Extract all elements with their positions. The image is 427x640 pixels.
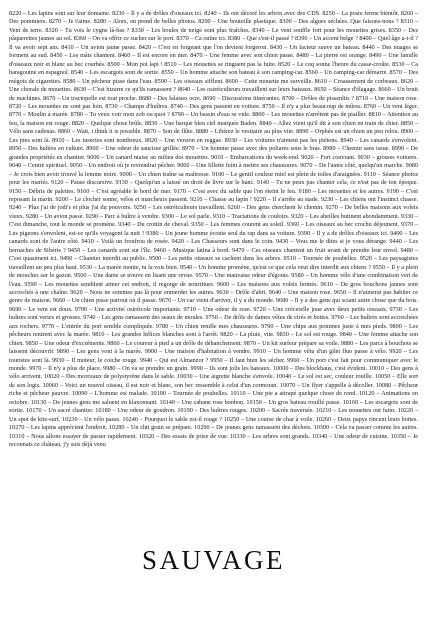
- body-text: 8220 – Les lapins sont sur leur domaine. 8230 – Il y a de drôles d'oiseaux ici. 8240 – Ils ont décoré les arbres avec des CDS. 8250 – La poste ferme bientôt. 8260 – Des pommiers. 8270 – Je t'aime. 8280 – Alors, on prend de belles photos. 8290 – Une bouteille plastique. 8300 – Des algues séchées. Que faisons-nous ? 8310 – Vent de terre. 8320 – Tu vois le cygne là-bas ? 8330 – Les boules de neige sont plus fraîches. 8340 – Le vent souffle fort pour les mouettes grises. 8350 – Des pâquerettes jaunes au sol. 8360 – On va offrir ce sucher sur le port. 8370 – Ca ouïne ici. 8380 – Que s'est-il passé ? 8390 – Un accent belge ? 8400 – Quel âge a-t-il ? Il va avoir sept ans. 8410 – Un avion jaune passe. 8420 – C'est en forgeant que l'on devient forgeron. 8430 – Un facteur sauve un bateau. 8440 – Des nuages se forment au sud. 8450 – Les mâts chantent. 8460 – Il est encore en mer. 8470 – Une femme avec son chien passe. 8480 – La pierre est orange. 8490 – Une famille d'oiseaux noir et blanc au bec courbés. 8500 – Mon pot lapi ! 8510 – Les mouettes se ringuent pas la fuite. 8520 – Le coq sonne l'heure du casse-croûte. 8530 – Ca baragouine en espagnol. 8540 – Les escargots sont de sortie. 8550 – Un homme attache son bateau à son camping-car. 8560 – Un camping-car démarre. 8570 – Des mégots de cigarettes. 8580 – Un pêcheur pisse dans l'eau. 8590 – Les oiseaux sifflent. 8600 – Cette mouette me surveille. 8610 – Croassement de corbeaux. 8620 – Une chorale de mouettes. 8630 – C'est bizarre ce qu'ils ramassent ? 8640 – Les ostréiculteurs travaillent sur leurs bateaux. 8650 – Séance d'élagage. 8660 – Un bruit de machines. 8670 – Un tractopelle est tout proche. 8680 – Des falaises ocre. 8690 – Discussions itinérantes. 8700 – Drôles de pissenlits ? 8710 – Une maison rose. 8720 – Les mouettes ne sont pas loin. 8730 – Champs d'huîtres. 8740 – Des gens passent en voiture. 8750 – Il n'y a plus beaucoup de mûres. 8760 – Un vent léger. 8770 – Moulin à marée. 8780 – Tu veux voir mon zob ou quoi ? 8790 – Un bassin d'eau se vide. 8800 – Les mouettes n'arrêtent pas de piailler. 8810 – Attention au feu, la maison est rouge. 8820 – Quelque chose brûle. 8830 – Une barque bleu ciel marquée Baden. 8840 – Allez vient qu'il dit à son chien en train de chier. 8850 – Vélo sans cadenas. 8860 – Wait, i think it is possible. 8870 – Son de flûte. 8880 – Libérez le vestiaire au plus vite. 8890 – Orphée est un chien un peu relou. 8900 – Les pies sont là. 8910 – Les insectes sont nombreux. 8920 – Une version en reggae. 8930 – Les voitures n'aiment pas les piétons. 8940 – Les canards s'envolent. 8950 – Des huîtres en culture. 8960 – Une odeur de saucisse grillée. 8970 – Un homme passe avec des poliares sous le bras. 8980 – Chemin sans issue. 8990 – De grandes propriétés en chantier. 9000 – Un canard niaise au milieu des mouettes. 9010 – Embarcations du week-end. 9020 – Fort couvrant. 9030 – grosses voitures. 9040 – Centre spirituel. 9050 – Un endroit où je reviendrai pécher. 9060 – Une fillette feint à mettre ses chaussures. 9070 – De l'autre côté, quelqu'un marche. 9080 – Je crois bien avoir trouvé la femme noire. 9090 – Un chien traîne sa maîtresse. 9100 – Le gentil couleur miel est plein de toiles d'araignées. 9110 – Séance photos pour les mariés. 9120 – Pause discursive. 9130 – Quelqu'un a laissé un droit de livre sur le banc. 9140 – Tu ne peux pas chanter cela, ce n'est pas de ton époque. 9150 – Débris de palettes. 9160 – C'est agréable le bord de mer. 9170 – C'est avec du sable que l'on éteint le feu. 9180 – Les mouettes et les autres. 9190 – C'est reposant la marin. 9200 – Le clocher sonne, vélos et marcheurs passent. 9210 – Chasse au lapin ! 9220 – Il s'arrête au stade. 9230 – Les chiens ont l'instinct chasse. 9240 – Plus j'ai de jodi's et plus j'ai du pouvoirs. 9250 – Les ostréiculteurs travaillent. 9260 – Des gens cherchent le chemin. 9270 – De belles maisons aux volets vieux. 9280 – Un avion passe. 9290 – Parc à huître à vendre. 9300 – Le sol parle. 9310 – Tractations de couloirs. 9320 – Les abeilles butinent abondamment. 9330 – C'est dimanche, tout le monde se promène. 9340 – Du crottin de cheval. 9350 – Les femmes courent au soleil. 9360 – Les oiseaux au bec crochu déjeunent. 9370 – Les pigeons s'envolent, est-ce qu'ils voyagent la nuit ? 9380 – Un jeune homme écoute seul du rap dans sa voiture. 9390 – Il y a de drôles d'oiseaux ici. 9400 – Les canards sont de l'autre côté. 9410 – Voilà un froufrou de rosée. 9420 – Les Chasseurs sont dans le coin. 9430 – Vous me le dites si je vous dérange. 9440 – Les bernaches de Sibérie ? 9450 – Les canards sont sur l'île. 9460 – Musique latina à bord. 9470 – Ces oiseaux chantent un fruit avant de prendre leur envol. 9480 – C'est quasiment ici. 9490 – Chantier interdit au public. 9500 – Les petits oiseaux se cachent dans les arbres. 9510 – Tournée de poubelles. 9520 – Les paysagistes travaillent un peu plus haut. 9530 – La marée monte, tu la vois bien. 9540 – Un homme promène, qu'est ce que cela veut dire interdit aux chiens ? 9550 – Il y a plein de mouches sur le gazon. 9560 – Une dame se trouve en lisant une revue. 9570 – Une mauvaise odeur d'égouts. 9580 – Un homme vélo d'une combinaison vert de l'eau. 9590 – Les mouettes semblent aimer cet endroit, il regorge de nourriture. 9600 – Les maisons aux volets fermés. 9610 – De gros bouchons jaunes sont accrochés à une chaîne. 9620 – Nous ne sommes pas là pour enmerder les autres. 9630 – Drôle d'abri. 9640 – Une maison rose. 9650 – Il n'aimerai pas habiter ce genre de maison. 9660 – Un chien pisse partout où il passe. 9670 – Un car vient d'arriver, il y a du monde. 9680 – Il y a des gens qui sciant autre chose que du bois. 9690 – Le vent est doux. 9700 – Une activité ostréicole importante. 9710 – Une odeur de rose. 9720 – Une crécerelle joue avec deux petits oiseaux. 9730 – Les huîtres sont vertes et grosses. 9740 – Les gens ramassent des seaux de moules. 9750 – De drôle de dames vêtus de cirés et bottes. 9760 – Les huîtres sont accrochées aux rochers. 9770 – L'entrée du port semble compliquée. 9780 – Un chien renifle mes chaussures. 9790 – Une chips aux pommes juste à mes pieds. 9800 – Les pêcheurs rentrent avec la marée. 9810 – Les grandes hélices blanches sont à l'arrêt. 9820 – La pluie, vite. 9830 – Le sol est rouge. 9840 – Une femme attache son chien. 9850 – Une odeur d'excréments. 9860 – Le coureur à pied a un drôle de déhanchement. 9870 – Un kit surfeur prépare sa voile. 9880 – Les parcs à bouchots se laissent découvrir. 9890 – Les gens vont à la marée. 9900 – Une maison d'habitation à vendre. 9910 – Un homme vêtu d'un gilet fluo passe à vélo. 9920 – Les touristes sont là. 9930 – Il moteur, le coiche rouge. 9940 – Qui est Almanzor ? 9950 – Il faut bien les sécher. 9960 – Un port c'est fait pour communiquer avec le monde. 9970 – Il n'y a plus de place. 9980 – On va se prendre un grain. 9990 – Ils sont jolis les bateaux. 10000 – Des blockhaus, c'est évident. 10010 – Des gens à vélo arrivent. 10020 – Des morceaux de polystyrène dans le sable. 10030 – Une aigrette blanche s'envole. 10040 – Le sol est sec, couleur rouille. 10050 – Elle sort de son logis. 10060 – Voici un nouvel oiseau, il est noir et blanc, son bec ressemble à celui d'un cormoran. 10070 – Un flyer s'appelle à décoller. 10080 – Pêcheur riche et pêcheur pauvre. 10090 – L'homme est malade. 10100 – Tournée de poubelles. 10110 – Une pie a attrapé quelque chose de rond. 10120 – Animations en octobre. 10130 – De jeunes gens me saluent en klaxonnant. 10140 – Une cabane rose bonbon. 10150 – Un gros bateau rouillé passe. 10160 – Les escargots sont de sortie. 10170 – Un sacré chantier. 10180 – Une odeur de goudron. 10190 – Des huîtres rouges. 10200 – Sacrée traversée. 10210 – Les mouettes ont faim. 10220 – Un spot de kite-surf. 10230 – Un vélo passe. 10240 – Pourquoi le sable est-il rouge ? 10250 – Une course de char à voile. 10260 – Deux papys rincent leurs bottes. 10270 – Les lapins apprécient l'endroit. 10280 – Un chti grain se prépare. 10290 – De jeunes gens ramassent des déchets. 10300 – Cela va passer comme les autres. 10310 – Nous allons essayer de passer rapidement. 10320 – Des essais de prise de vue. 10330 – Les arbres sont grands. 10340 – Une odeur de cuisine. 10350 – Je reconnais ce château, j'y suis déjà venu: [9, 10, 418, 449]
- document-title: SAUVAGE: [141, 545, 286, 575]
